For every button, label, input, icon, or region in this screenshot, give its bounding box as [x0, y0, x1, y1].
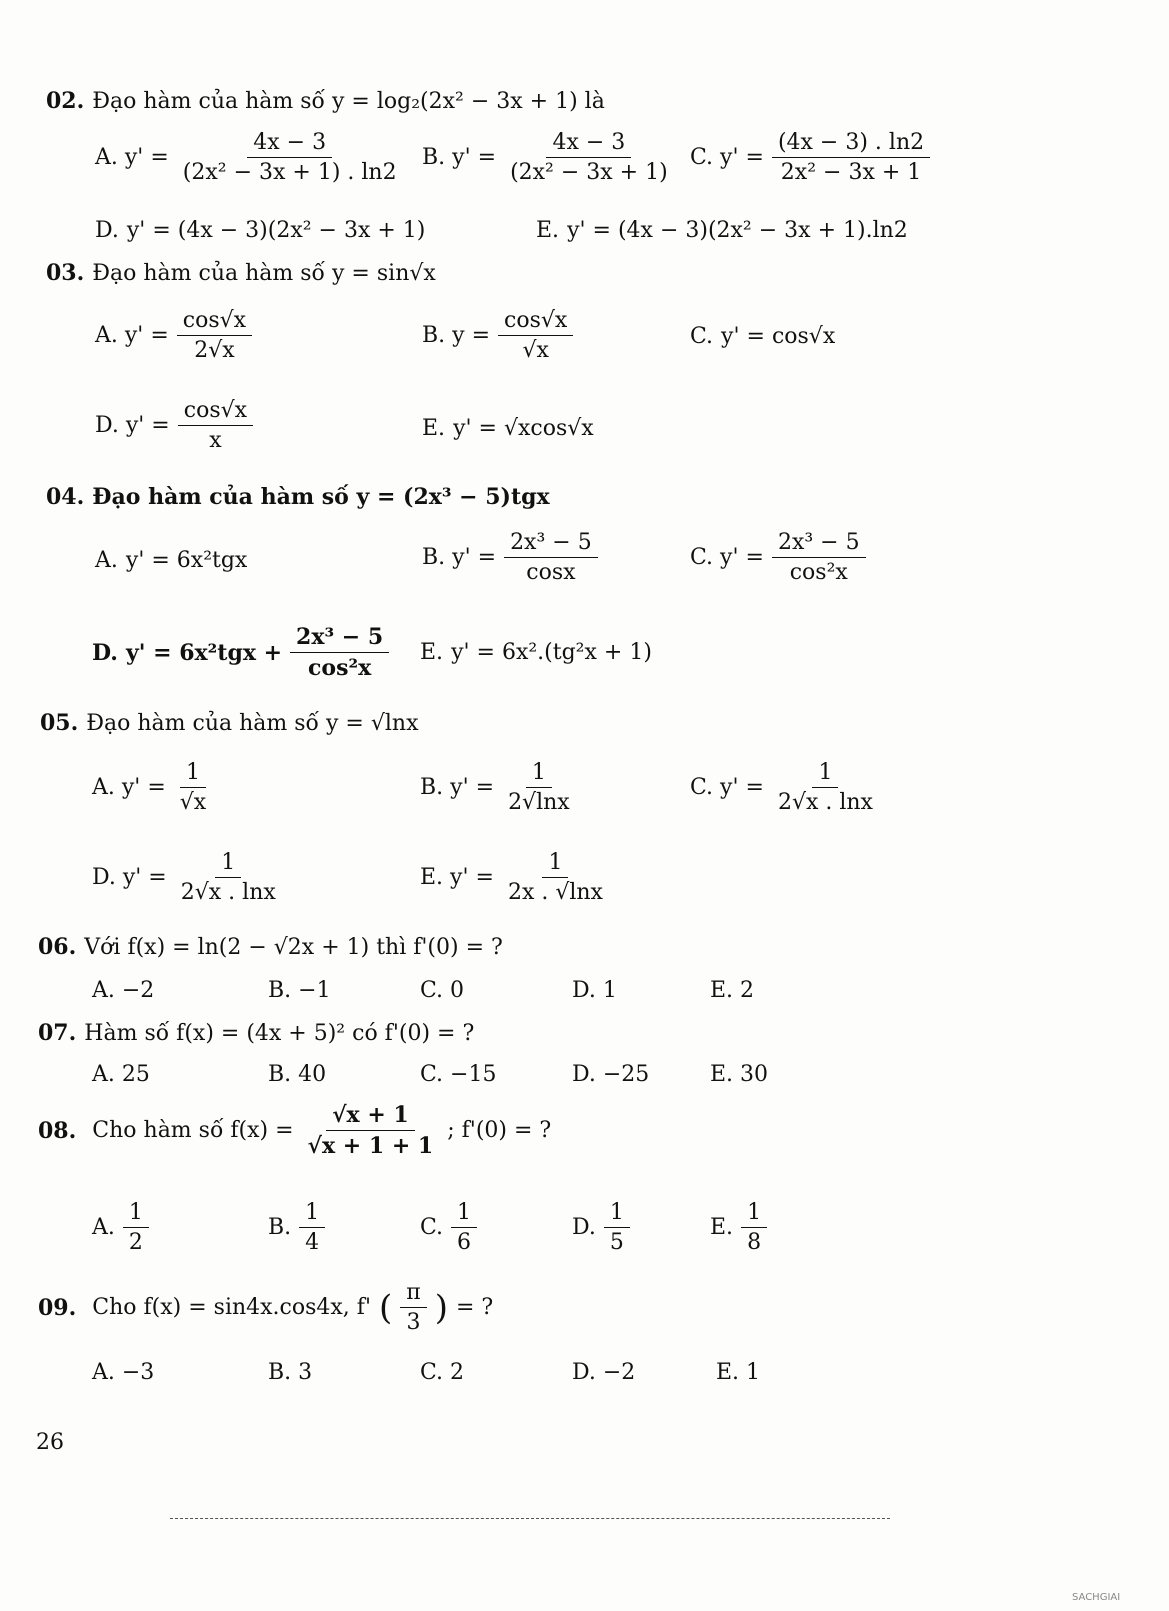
fraction: $\frac{(4x - 3) . \ln 2}{\text{2x² − 3x + 1}}$: [772, 130, 930, 185]
option-d: D. y' = $\frac{1}{2√x . \ln x}$: [92, 850, 276, 905]
option-a: A. 25: [92, 1062, 150, 1087]
option-c: [690, 130, 930, 185]
option-d: D. 1: [572, 978, 617, 1003]
option-a: A. $\frac{1}{2}$: [92, 1200, 149, 1255]
paren-open: (: [379, 1287, 393, 1328]
option-b: B. y' = $\frac{\text{2x³ − 5}}{\cos x}$: [422, 530, 598, 585]
fraction: $\frac{4x - 3}{\text{(2x² − 3x + 1) . ln2}}$: [182, 130, 397, 185]
sachgiai-logo: SACHGIAI: [1072, 1592, 1121, 1603]
option-c: C. −15: [420, 1062, 497, 1087]
question-07: 07. Hàm số f(x) = (4x + 5)² có f'(0) = ?: [38, 1020, 475, 1046]
option-b: B. y = $\frac{\cos√x}{√x}$: [422, 308, 573, 363]
option-d: D. y' = (4x − 3)(2x² − 3x + 1): [95, 218, 426, 243]
option-e: E. 2: [710, 978, 755, 1003]
option-a: A. y' = 6x²tgx: [95, 548, 248, 573]
option-b: B. y' = $\frac{1}{2√\ln x}$: [420, 760, 570, 815]
option-c: C. y' = $\frac{1}{2√x . \ln x}$: [690, 760, 873, 815]
option-e: E. y' = √xcos√x: [422, 416, 594, 441]
bottom-rule: [170, 1518, 890, 1519]
question-number: 02.: [46, 88, 85, 114]
option-c: C. 0: [420, 978, 465, 1003]
option-b: B. 3: [268, 1360, 313, 1385]
option-label: C. y' =: [690, 145, 764, 170]
option-label: B. y' =: [422, 145, 497, 170]
question-08: 08. Cho hàm số f(x) = $\frac{√x + 1}{√x + 1 + 1}$ ; f'(0) = ?: [38, 1102, 552, 1159]
option-label: A. y' =: [95, 145, 169, 170]
option-d: D. y' = $\frac{\cos√x}{x}$: [95, 398, 253, 453]
option-c: C. y' = $\frac{\text{2x³ − 5}}{\text{cos²x}}$: [690, 530, 866, 585]
option-d: D. −25: [572, 1062, 650, 1087]
option-b: [422, 130, 674, 185]
question-06: 06. Với f(x) = ln(2 − √2x + 1) thì f'(0) = ?: [38, 934, 503, 960]
option-c: C. $\frac{1}{6}$: [420, 1200, 477, 1255]
question-03: 03. Đạo hàm của hàm số y = sin√x: [46, 260, 436, 286]
question-stem: Đạo hàm của hàm số y = log₂(2x² − 3x + 1) là: [92, 89, 605, 114]
option-e: E. 1: [716, 1360, 761, 1385]
option-d: D. $\frac{1}{5}$: [572, 1200, 630, 1255]
option-e: E. y' = 6x².(tg²x + 1): [420, 640, 652, 665]
option-a: A. y' = $\frac{\cos√x}{2√x}$: [95, 308, 252, 363]
option-a: A. −3: [92, 1360, 155, 1385]
option-e: E. 30: [710, 1062, 769, 1087]
option-d: D. −2: [572, 1360, 636, 1385]
question-04: 04. Đạo hàm của hàm số y = (2x³ − 5)tgx: [46, 484, 550, 510]
question-09: 09. Cho f(x) = sin4x.cos4x, f' ( $\frac{\pi}{3}$ ) = ?: [38, 1280, 494, 1335]
option-a: A. y' = $\frac{1}{√x}$: [92, 760, 207, 815]
option-b: B. −1: [268, 978, 331, 1003]
option-e: E. y' = (4x − 3)(2x² − 3x + 1).ln2: [536, 218, 908, 243]
page-number: 26: [36, 1430, 64, 1455]
option-b: B. $\frac{1}{4}$: [268, 1200, 325, 1255]
fraction: $\frac{4x - 3}{\text{(2x² − 3x + 1)}}$: [510, 130, 668, 185]
paren-close: ): [434, 1287, 448, 1328]
option-b: B. 40: [268, 1062, 327, 1087]
option-e: E. y' = $\frac{1}{2x . √\ln x}$: [420, 850, 603, 905]
option-c: C. y' = cos√x: [690, 324, 836, 349]
option-c: C. 2: [420, 1360, 465, 1385]
option-d: D. y' = 6x²tgx + $\frac{\text{2x³ − 5}}{\text{cos²x}}$: [92, 624, 389, 681]
question-02: [46, 88, 605, 114]
option-e: E. $\frac{1}{8}$: [710, 1200, 767, 1255]
option-a: [95, 130, 403, 185]
option-a: A. −2: [92, 978, 155, 1003]
question-05: 05. Đạo hàm của hàm số y = √lnx: [40, 710, 419, 736]
